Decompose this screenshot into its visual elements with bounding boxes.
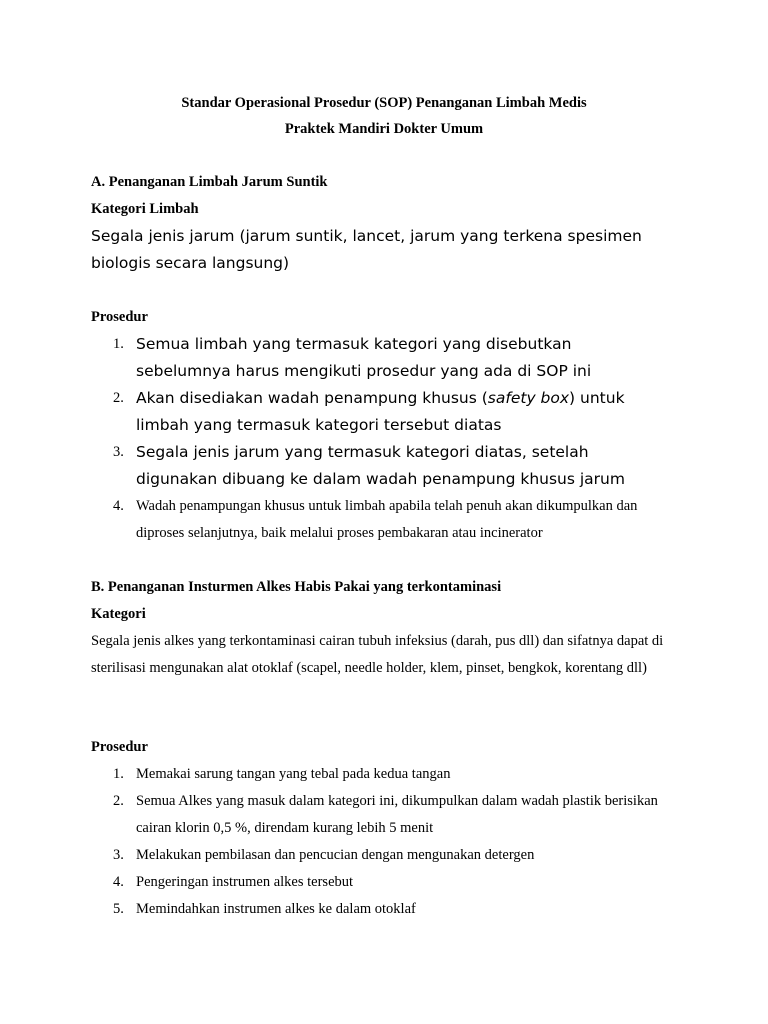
list-item-text: Segala jenis jarum yang termasuk kategori diatas, setelah digunakan dibuang ke dalam wadah penampung khusus jarum (136, 443, 625, 488)
list-item (91, 761, 681, 788)
section-b (91, 574, 691, 682)
list-item-text: Semua Alkes yang masuk dalam kategori ini, dikumpulkan dalam wadah plastik berisikan cairan klorin 0,5 %, direndam kurang lebih 5 menit (136, 793, 658, 836)
section-b-category-label: Kategori (91, 606, 146, 622)
list-item-number: 1. (113, 336, 124, 352)
list-item (91, 896, 681, 923)
section-a-procedure-label: Prosedur (91, 309, 148, 325)
list-item-number: 5. (113, 901, 124, 917)
section-b-procedure-label: Prosedur (91, 739, 148, 755)
section-a-category-text: Segala jenis jarum (jarum suntik, lancet, jarum yang terkena spesimen biologis secara langsung) (91, 227, 642, 272)
list-item-text: Akan disediakan wadah penampung khusus ( (136, 389, 488, 407)
section-a-category-label: Kategori Limbah (91, 201, 199, 217)
section-b-category-text: Segala jenis alkes yang terkontaminasi cairan tubuh infeksius (darah, pus dll) dan sifatnya dapat di sterilisasi mengunakan alat otoklaf (scapel, needle holder, klem, pinset, bengkok, korentang dll) (91, 633, 664, 676)
list-item (91, 788, 681, 842)
list-item (91, 385, 676, 439)
list-item-text: Pengeringan instrumen alkes tersebut (136, 874, 354, 890)
section-a-heading: A. Penanganan Limbah Jarum Suntik (91, 174, 328, 190)
list-item-number: 1. (113, 766, 124, 782)
list-item (91, 331, 671, 385)
list-item (91, 439, 671, 493)
list-item-number: 3. (113, 847, 124, 863)
section-b-heading: B. Penanganan Insturmen Alkes Habis Pakai yang terkontaminasi (91, 579, 502, 595)
list-item-number: 2. (113, 793, 124, 809)
document-title: Standar Operasional Prosedur (SOP) Penanganan Limbah Medis (181, 95, 587, 111)
section-b-procedure (91, 734, 691, 923)
list-item-number: 4. (113, 874, 124, 890)
section-b-steps (91, 761, 691, 923)
list-item-text: Semua limbah yang termasuk kategori yang disebutkan sebelumnya harus mengikuti prosedur yang ada di SOP ini (136, 335, 592, 380)
list-item-text: Wadah penampungan khusus untuk limbah apabila telah penuh akan dikumpulkan dan diproses selanjutnya, baik melalui proses pembakaran atau incinerator (136, 498, 638, 541)
list-item (91, 842, 681, 869)
list-item-text: Memindahkan instrumen alkes ke dalam otoklaf (136, 901, 416, 917)
list-item-number: 4. (113, 498, 124, 514)
document-subtitle: Praktek Mandiri Dokter Umum (284, 121, 484, 137)
list-item-number: 2. (113, 390, 124, 406)
section-a (91, 169, 691, 277)
section-a-steps (91, 331, 691, 547)
list-item-text: Melakukan pembilasan dan pencucian dengan mengunakan detergen (136, 847, 535, 863)
list-item (91, 493, 671, 547)
section-a-procedure (91, 304, 691, 547)
list-item-number: 3. (113, 444, 124, 460)
list-item-text: Memakai sarung tangan yang tebal pada kedua tangan (136, 766, 451, 782)
list-item (91, 869, 681, 896)
list-item-text: ) untuk limbah yang termasuk kategori tersebut diatas (136, 389, 625, 434)
list-item-italic-text: safety box (487, 389, 570, 407)
